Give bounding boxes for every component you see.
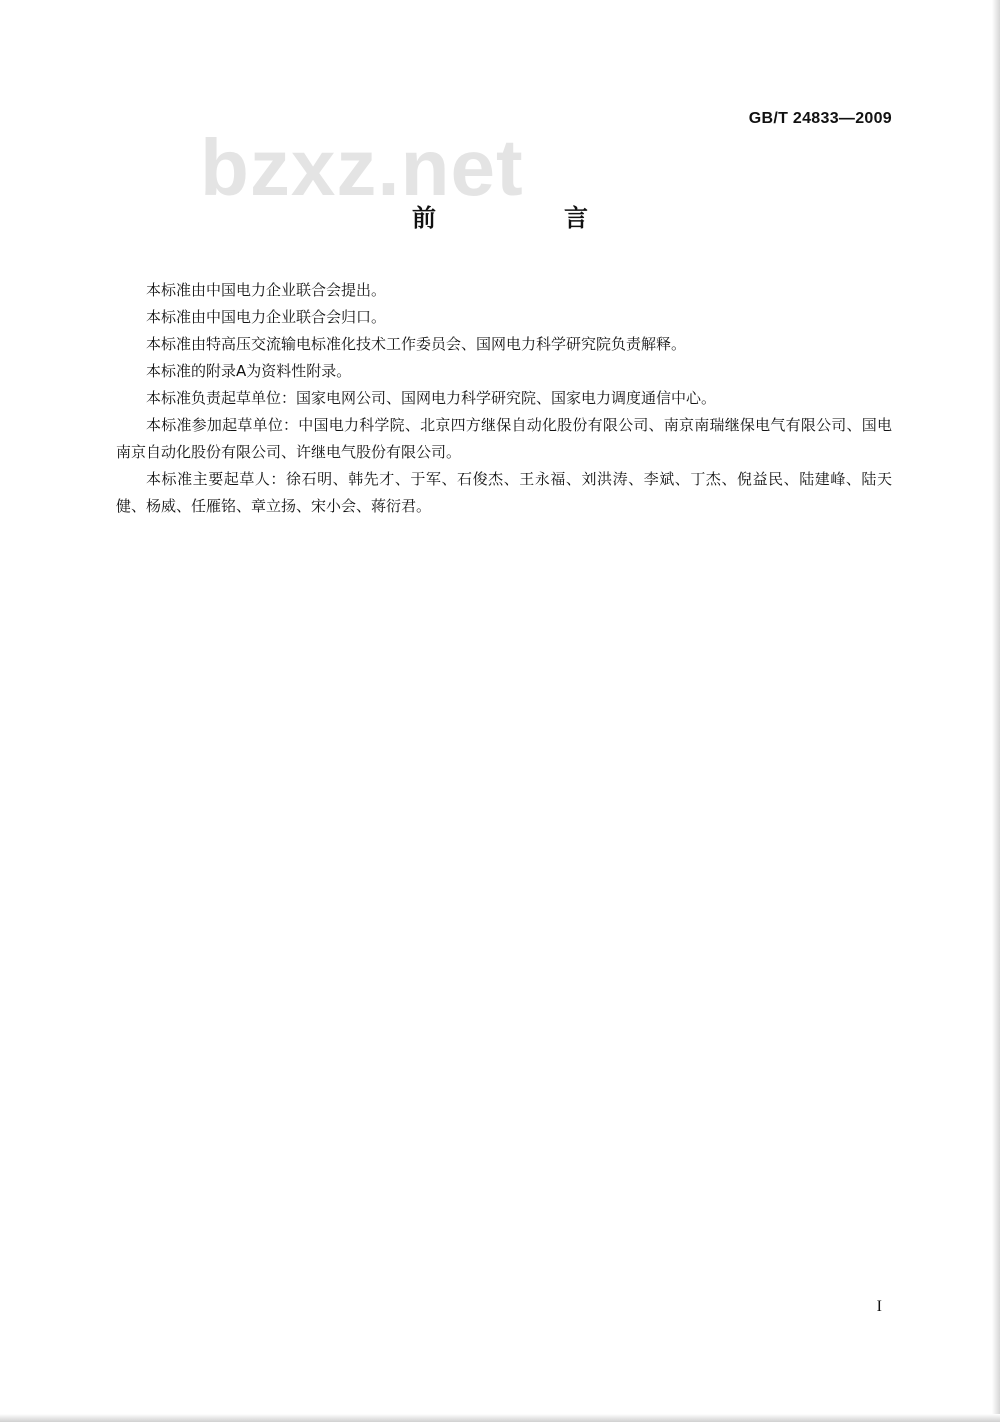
- paragraph-appendix-note: 本标准的附录A为资料性附录。: [146, 362, 352, 380]
- page-number: I: [876, 1298, 882, 1315]
- paragraph-centralized-by: 本标准由中国电力企业联合会归口。: [146, 308, 387, 326]
- page-title: 前 言: [412, 204, 640, 232]
- paragraph-participating-drafters: 本标准参加起草单位：中国电力科学院、北京四方继保自动化股份有限公司、南京南瑞继保电气有限公司、国电南京自动化股份有限公司、许继电气股份有限公司。: [116, 416, 892, 461]
- paragraph-responsible-drafters: 本标准负责起草单位：国家电网公司、国网电力科学研究院、国家电力调度通信中心。: [146, 389, 717, 407]
- paragraph-proposed-by: 本标准由中国电力企业联合会提出。: [146, 281, 387, 299]
- paragraph-interpreted-by: 本标准由特高压交流输电标准化技术工作委员会、国网电力科学研究院负责解释。: [146, 335, 687, 353]
- watermark: bzxz.net: [200, 123, 524, 212]
- foreword-body: [116, 277, 892, 520]
- page-edge-shadow-bottom: [0, 1414, 1000, 1422]
- paragraph-main-drafters: 本标准主要起草人：徐石明、韩先才、于军、石俊杰、王永福、刘洪涛、李斌、丁杰、倪益民、陆建峰、陆天健、杨威、任雁铭、章立扬、宋小会、蒋衍君。: [116, 470, 892, 515]
- standard-number: GB/T 24833—2009: [748, 110, 892, 127]
